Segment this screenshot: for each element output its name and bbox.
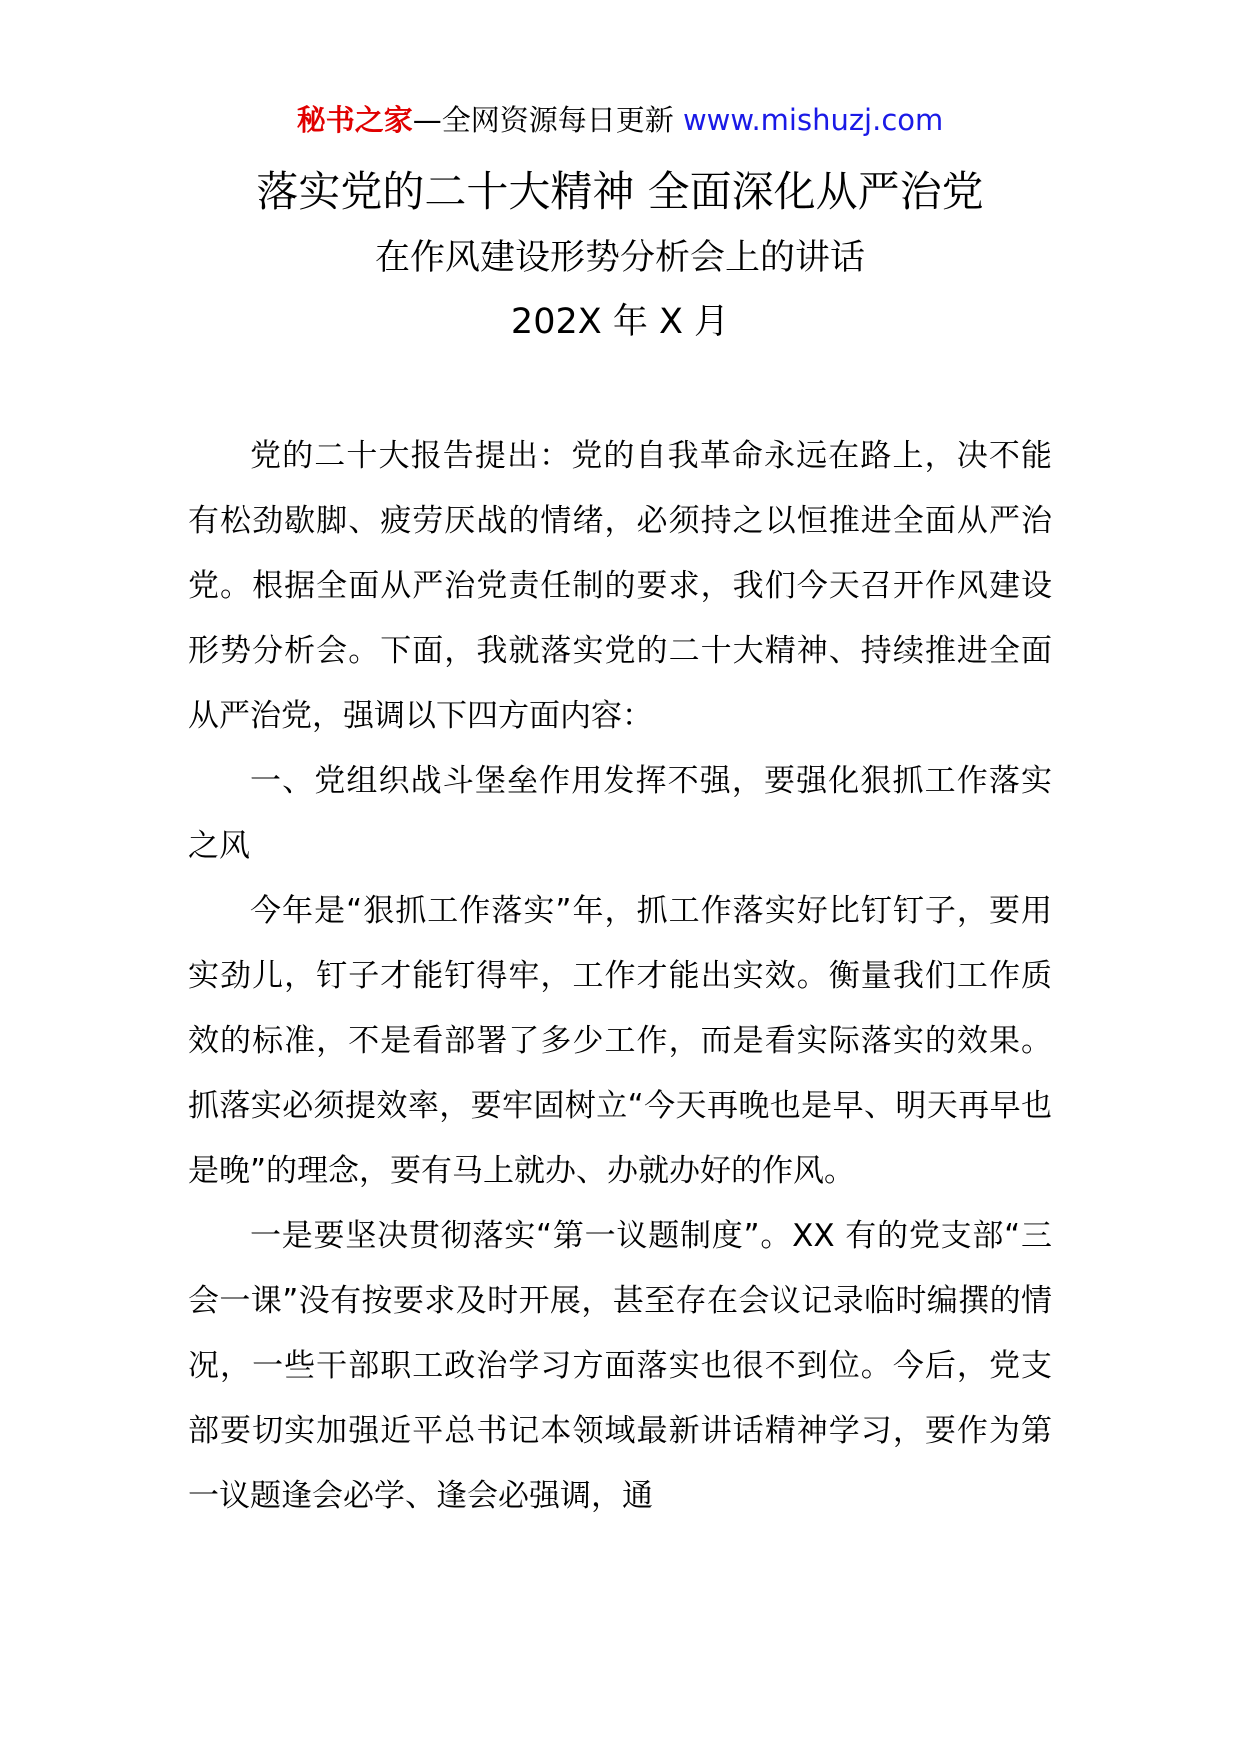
site-header	[0, 100, 1240, 140]
paragraph-point-1: 一是要坚决贯彻落实“第一议题制度”。XX 有的党支部“三会一课”没有按要求及时开展，甚至存在会议记录临时编撰的情况，一些干部职工政治学习方面落实也很不到位。今后，党支部要切实加强近平总书记本领域最新讲话精神学习，要作为第一议题逢会必学、逢会必强调，通	[188, 1218, 1052, 1514]
document-body	[188, 424, 1052, 1529]
document-title: 落实党的二十大精神 全面深化从严治党	[256, 167, 984, 216]
paragraph-intro: 党的二十大报告提出：党的自我革命永远在路上，决不能有松劲歇脚、疲劳厌战的情绪，必须持之以恒推进全面从严治党。根据全面从严治党责任制的要求，我们今天召开作风建设形势分析会。下面，我就落实党的二十大精神、持续推进全面从严治党，强调以下四方面内容：	[188, 438, 1052, 734]
document-date: 202X 年 X 月	[510, 302, 730, 342]
brand-name: 秘书之家	[296, 103, 413, 137]
document-subtitle: 在作风建设形势分析会上的讲话	[374, 238, 865, 278]
site-slogan: —全网资源每日更新	[412, 103, 674, 137]
site-url-link[interactable]: www.mishuzj.com	[682, 103, 944, 137]
section-heading-1: 一、党组织战斗堡垒作用发挥不强，要强化狠抓工作落实之风	[188, 763, 1052, 864]
paragraph-section-1: 今年是“狠抓工作落实”年，抓工作落实好比钉钉子，要用实劲儿，钉子才能钉得牢，工作才能出实效。衡量我们工作质效的标准，不是看部署了多少工作，而是看实际落实的效果。抓落实必须提效率，要牢固树立“今天再晚也是早、明天再早也是晚”的理念，要有马上就办、办就办好的作风。	[188, 893, 1052, 1189]
